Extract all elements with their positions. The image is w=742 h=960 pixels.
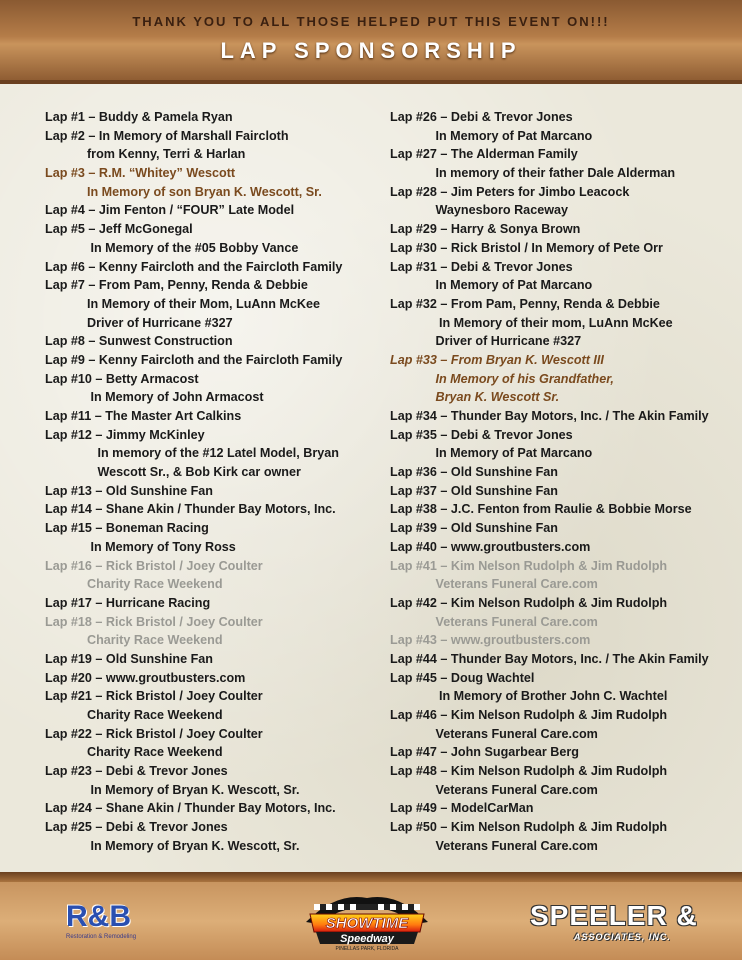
sponsor-line: In Memory of his Grandfather,	[390, 371, 614, 386]
sponsor-line: In Memory of John Armacost	[45, 390, 264, 405]
sponsor-line: In Memory of Pat Marcano	[390, 278, 593, 293]
sponsor-line: Charity Race Weekend	[45, 708, 223, 722]
sponsor-line: Lap #5 – Jeff McGonegal	[45, 222, 193, 237]
sponsor-logos-footer	[0, 882, 742, 960]
sponsor-line: Wescott Sr., & Bob Kirk car owner	[45, 465, 301, 480]
sponsor-line: In Memory of Pat Marcano	[390, 128, 593, 143]
header-banner	[0, 0, 742, 84]
sponsor-line: Lap #13 – Old Sunshine Fan	[45, 483, 213, 498]
sponsor-line: Lap #23 – Debi & Trevor Jones	[45, 764, 228, 779]
sponsor-line: In Memory of the #05 Bobby Vance	[45, 240, 299, 255]
sponsor-line: Lap #30 – Rick Bristol / In Memory of Pete Orr	[390, 240, 663, 255]
showtime-text: SHOWTIME	[325, 915, 409, 932]
sponsor-line: Charity Race Weekend	[45, 577, 223, 592]
sponsor-line: Lap #45 – Doug Wachtel	[390, 670, 535, 685]
sponsor-line: In memory of their father Dale Alderman	[390, 166, 676, 181]
sponsor-line: In Memory of Pat Marcano	[390, 446, 593, 461]
sponsor-line: Charity Race Weekend	[45, 745, 223, 760]
sponsor-line: Veterans Funeral Care.com	[390, 782, 598, 797]
sponsor-line: Lap #7 – From Pam, Penny, Renda & Debbie	[45, 278, 308, 293]
sponsor-line: Lap #22 – Rick Bristol / Joey Coulter	[45, 726, 263, 741]
sponsor-line: Lap #49 – ModelCarMan	[390, 801, 534, 816]
sponsor-line: Lap #14 – Shane Akin / Thunder Bay Motors, Inc.	[45, 502, 336, 517]
speedway-location: PINELLAS PARK, FLORIDA	[335, 946, 399, 952]
sponsor-line: In Memory of Bryan K. Wescott, Sr.	[45, 782, 300, 797]
rb-logo	[66, 900, 162, 944]
speeler-logo-sub: ASSOCIATES, INC.	[574, 932, 671, 942]
sponsor-line: In Memory of Bryan K. Wescott, Sr.	[45, 838, 300, 853]
sponsor-line: Driver of Hurricane #327	[45, 315, 233, 330]
sponsor-line: Lap #29 – Harry & Sonya Brown	[390, 222, 581, 237]
sponsor-line: Lap #48 – Kim Nelson Rudolph & Jim Rudolph	[390, 764, 668, 779]
sponsor-line: Lap #26 – Debi & Trevor Jones	[390, 110, 573, 124]
sponsor-line: Lap #10 – Betty Armacost	[45, 371, 199, 386]
sponsor-line: Lap #21 – Rick Bristol / Joey Coulter	[45, 689, 263, 704]
sponsor-line: Lap #19 – Old Sunshine Fan	[45, 651, 213, 666]
sponsor-line: Lap #36 – Old Sunshine Fan	[390, 465, 558, 480]
rb-logo-letters: R&B	[66, 900, 131, 933]
sponsor-line: Lap #47 – John Sugarbear Berg	[390, 745, 579, 760]
sponsor-line: Lap #35 – Debi & Trevor Jones	[390, 427, 573, 442]
footer-divider	[0, 872, 742, 882]
page-title: LAP SPONSORSHIP	[220, 38, 522, 63]
sponsor-line: In Memory of Tony Ross	[45, 539, 236, 554]
sponsor-line: Lap #38 – J.C. Fenton from Raulie & Bobbie Morse	[390, 502, 692, 517]
sponsor-line: Veterans Funeral Care.com	[390, 838, 598, 853]
sponsor-line: Lap #37 – Old Sunshine Fan	[390, 483, 558, 498]
sponsor-line: In Memory of Brother John C. Wachtel	[390, 689, 668, 704]
sponsor-line: In Memory of son Bryan K. Wescott, Sr.	[45, 184, 322, 199]
sponsor-line: Lap #50 – Kim Nelson Rudolph & Jim Rudolph	[390, 820, 668, 835]
sponsor-line: Lap #27 – The Alderman Family	[390, 147, 578, 162]
sponsor-line: Lap #46 – Kim Nelson Rudolph & Jim Rudolph	[390, 708, 668, 722]
speeler-associates-logo	[530, 900, 700, 950]
sponsor-line: Lap #32 – From Pam, Penny, Renda & Debbie	[390, 296, 660, 311]
sponsor-line: Waynesboro Raceway	[390, 203, 569, 218]
sponsor-line: Lap #44 – Thunder Bay Motors, Inc. / The Akin Family	[390, 651, 709, 666]
sponsor-line: In Memory of their Mom, LuAnn McKee	[45, 296, 320, 311]
sponsor-line: Veterans Funeral Care.com	[390, 726, 598, 741]
sponsor-line: Lap #31 – Debi & Trevor Jones	[390, 259, 573, 274]
sponsor-line: In Memory of their mom, LuAnn McKee	[390, 315, 673, 330]
sponsor-line: Lap #33 – From Bryan K. Wescott III	[390, 352, 604, 367]
sponsor-line: Bryan K. Wescott Sr.	[390, 390, 560, 405]
sponsor-line: Veterans Funeral Care.com	[390, 577, 598, 592]
sponsor-line: Lap #16 – Rick Bristol / Joey Coulter	[45, 558, 263, 573]
sponsor-line: Driver of Hurricane #327	[390, 334, 582, 349]
sponsor-line: Lap #3 – R.M. “Whitey” Wescott	[45, 166, 236, 181]
sponsor-line: Lap #25 – Debi & Trevor Jones	[45, 820, 228, 835]
sponsor-line: Lap #43 – www.groutbusters.com	[390, 633, 591, 648]
sponsor-line: Veterans Funeral Care.com	[390, 614, 598, 629]
sponsor-line: Lap #9 – Kenny Faircloth and the Faircloth Family	[45, 352, 343, 367]
sponsor-line: Lap #6 – Kenny Faircloth and the Faircloth Family	[45, 259, 343, 274]
sponsor-line: Lap #11 – The Master Art Calkins	[45, 409, 242, 423]
sponsor-line: In memory of the #12 Latel Model, Bryan	[45, 446, 339, 461]
sponsor-line: Lap #4 – Jim Fenton / “FOUR” Late Model	[45, 203, 295, 218]
sponsor-line: Lap #41 – Kim Nelson Rudolph & Jim Rudolph	[390, 558, 668, 573]
sponsor-line: Lap #1 – Buddy & Pamela Ryan	[45, 110, 233, 124]
sponsor-line: Charity Race Weekend	[45, 633, 223, 648]
showtime-speedway-logo	[296, 892, 438, 952]
sponsor-line: from Kenny, Terri & Harlan	[45, 147, 246, 162]
sponsor-line: Lap #8 – Sunwest Construction	[45, 334, 233, 349]
sponsor-line: Lap #39 – Old Sunshine Fan	[390, 521, 558, 536]
speeler-logo-main: SPEELER &	[530, 900, 698, 931]
sponsor-line: Lap #42 – Kim Nelson Rudolph & Jim Rudolph	[390, 595, 668, 610]
sponsor-list-right	[390, 108, 735, 856]
sponsor-line: Lap #2 – In Memory of Marshall Faircloth	[45, 128, 289, 143]
sponsor-line: Lap #17 – Hurricane Racing	[45, 595, 211, 610]
sponsor-line: Lap #40 – www.groutbusters.com	[390, 539, 591, 554]
thank-you-line: THANK YOU TO ALL THOSE HELPED PUT THIS EVENT ON!!!	[132, 14, 610, 29]
sponsor-line: Lap #28 – Jim Peters for Jimbo Leacock	[390, 184, 630, 199]
rb-logo-tagline: Restoration & Remodeling	[66, 934, 137, 940]
sponsor-line: Lap #24 – Shane Akin / Thunder Bay Motors, Inc.	[45, 801, 336, 816]
sponsor-line: Lap #20 – www.groutbusters.com	[45, 670, 246, 685]
sponsor-line: Lap #15 – Boneman Racing	[45, 521, 209, 536]
sponsor-list-left	[45, 108, 385, 856]
speedway-text: Speedway	[340, 933, 394, 945]
sponsor-line: Lap #18 – Rick Bristol / Joey Coulter	[45, 614, 263, 629]
sponsor-line: Lap #34 – Thunder Bay Motors, Inc. / The Akin Family	[390, 409, 709, 423]
sponsor-line: Lap #12 – Jimmy McKinley	[45, 427, 205, 442]
